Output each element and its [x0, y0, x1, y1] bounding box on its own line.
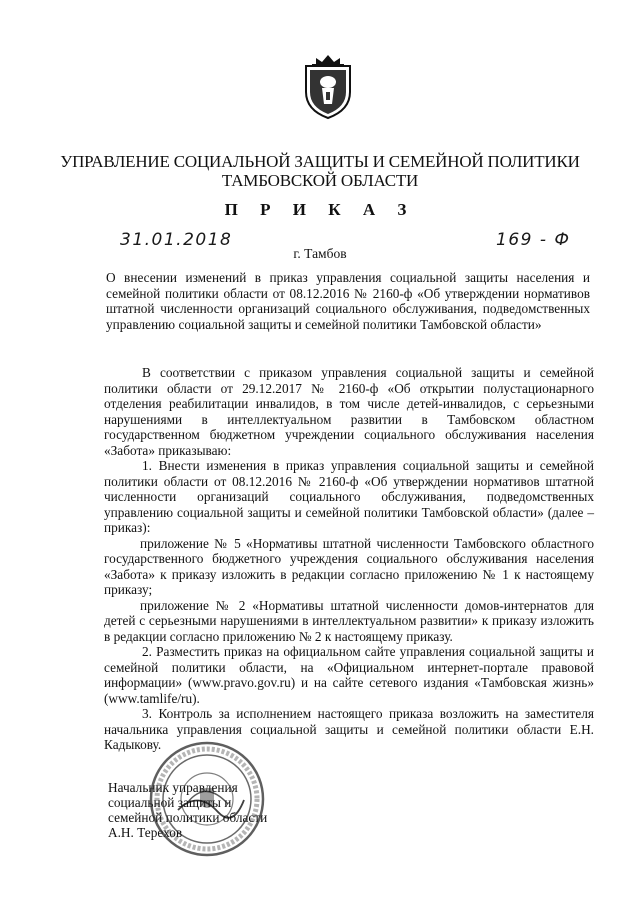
document-type: П Р И К А З	[224, 200, 416, 219]
item-1-paragraph: 1. Внести изменения в приказ управления социальной защиты и семейной политики области от 08.12.2016 № 2160-ф «Об утверждении нормативов штатной численности организаций социального обслуживания, подведомственных управлению социальной защиты и семейной политики Тамбовской области» (далее – приказ):	[104, 458, 594, 535]
document-city: г. Тамбов	[293, 246, 347, 261]
signature-position-line2: социальной защиты и	[108, 795, 232, 810]
document-number: 169 - Ф	[496, 230, 571, 250]
organization-name-line1: УПРАВЛЕНИЕ СОЦИАЛЬНОЙ ЗАЩИТЫ И СЕМЕЙНОЙ ПОЛИТИКИ	[60, 152, 580, 171]
document-title: О внесении изменений в приказ управления социальной защиты населения и семейной политики области от 08.12.2016 № 2160-ф «Об утверждении нормативов штатной численности организаций социального обслуживания, подведомственных управлению социальной защиты и семейной политики Тамбовской области»	[106, 270, 590, 332]
signature-position-line1: Начальник управления	[108, 780, 238, 795]
document-body	[104, 365, 594, 753]
item-1a-paragraph: приложение № 5 «Нормативы штатной численности Тамбовского областного государственного бюджетного учреждения социального обслуживания населения «Забота» к приказу изложить в редакции согласно приложению № 1 к настоящему приказу;	[104, 535, 594, 597]
document-date: 31.01.2018	[120, 230, 233, 250]
intro-paragraph: В соответствии с приказом управления социальной защиты и семейной политики области от 29.12.2017 № 2160-ф «Об открытии полустационарного отделения реабилитации инвалидов, в том числе детей-инвалидов, с серьезными нарушениями в интеллектуальном развитии в Тамбовском областном государственном бюджетном учреждении социального обслуживания населения «Забота» приказываю:	[104, 365, 594, 458]
signature-name: А.Н. Терехов	[108, 825, 183, 840]
tambov-coat-of-arms-icon	[302, 52, 354, 120]
round-official-stamp-icon	[148, 740, 266, 858]
item-1b-paragraph: приложение № 2 «Нормативы штатной численности домов-интернатов для детей с серьезными нарушениями в интеллектуальном развитии» к приказу изложить в редакции согласно приложению № 2 к настоящему приказу.	[104, 597, 594, 644]
item-3-paragraph: 3. Контроль за исполнением настоящего приказа возложить на заместителя начальника управления социальной защиты и семейной политики области Е.Н. Кадыкову.	[104, 706, 594, 752]
organization-name-line2: ТАМБОВСКОЙ ОБЛАСТИ	[221, 171, 419, 190]
item-2-paragraph: 2. Разместить приказ на официальном сайте управления социальной защиты и семейной политики области, на «Официальном интернет-портале правовой информации» (www.pravo.gov.ru) и на сайте сетевого издания «Тамбовская жизнь» (www.tamlife/ru).	[104, 644, 594, 706]
signature-position-line3: семейной политики области	[108, 810, 268, 825]
